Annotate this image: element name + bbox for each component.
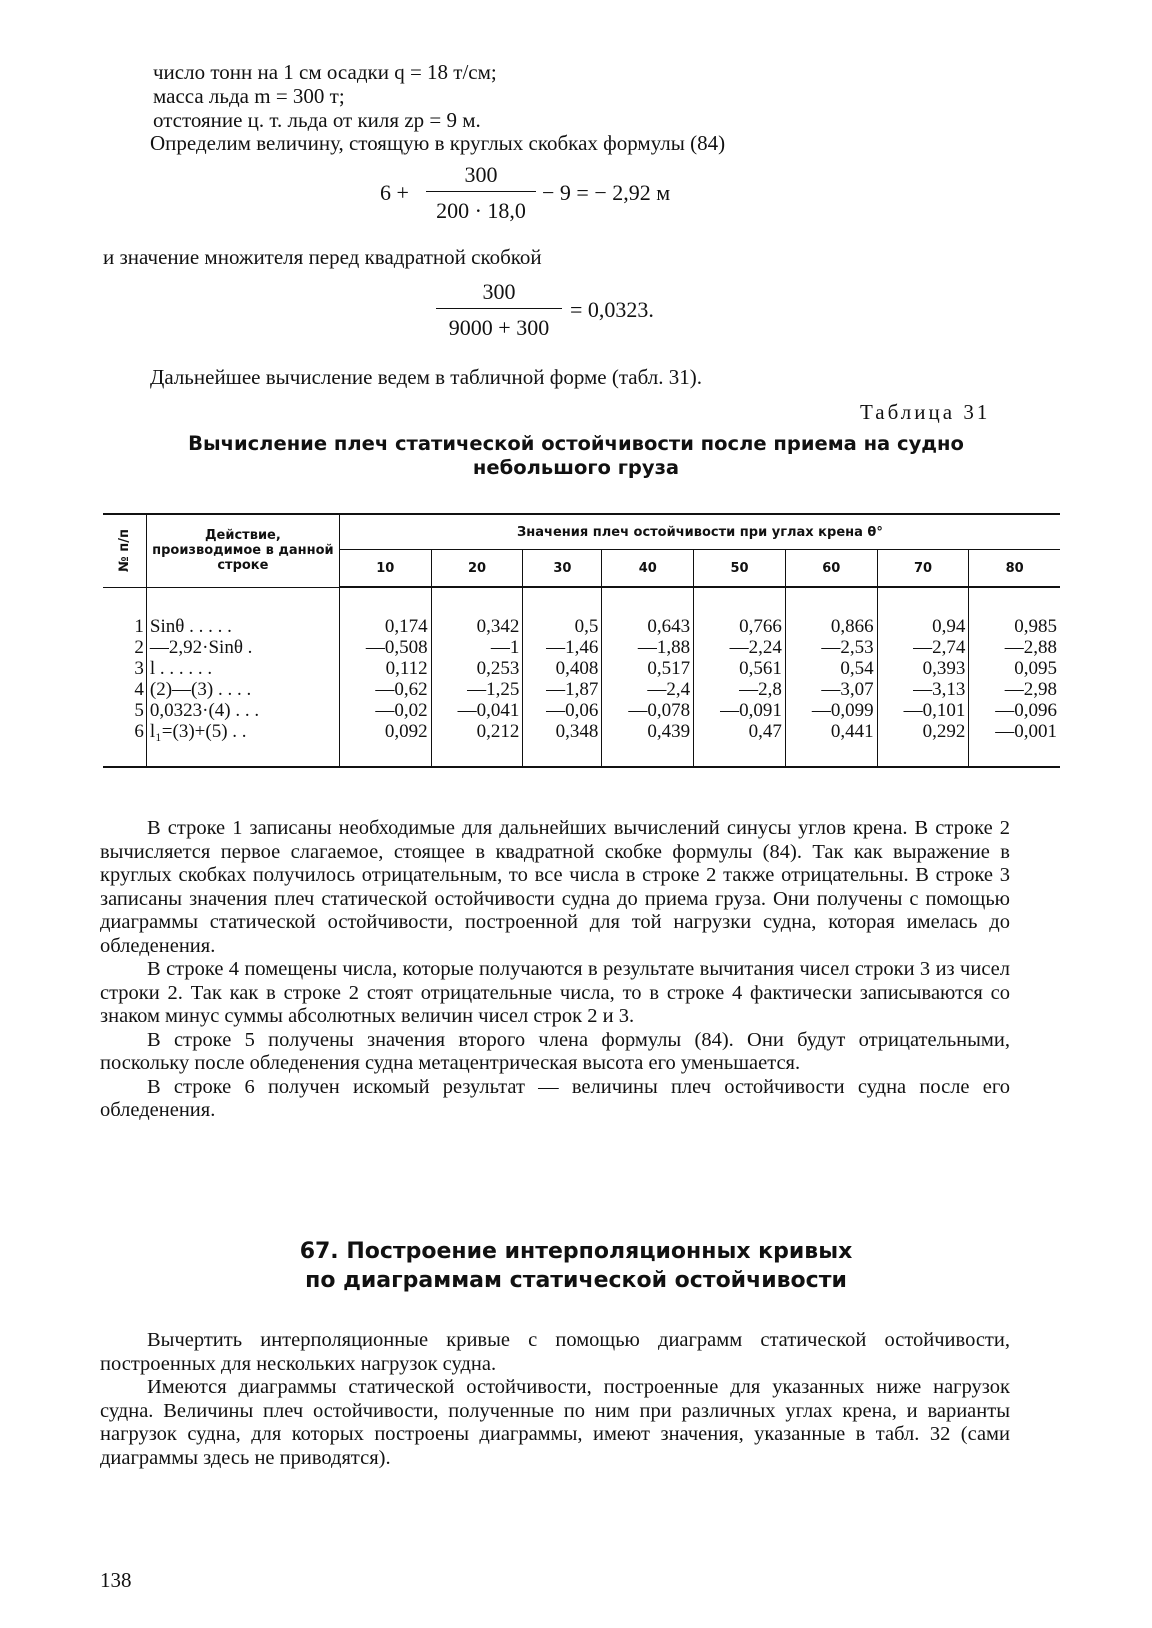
value-cell: —0,001 [995, 721, 1057, 742]
formula-2 [436, 277, 706, 347]
value-cell: 0,517 [602, 658, 694, 679]
table-label: Таблица 31 [860, 400, 991, 424]
col-header-num: № п/п [103, 514, 146, 587]
section-title-line-1: 67. Построение интерполяционных кривых [299, 1239, 853, 1264]
section-text [100, 1329, 1010, 1470]
value-cell: —1 [431, 637, 523, 658]
value-cell: 0,408 [523, 658, 602, 679]
table-row [103, 637, 1060, 658]
col-header-values: Значения плеч остойчивости при углах крена θ° [339, 514, 1060, 550]
value-cell: —1,87 [523, 679, 602, 700]
value-cell: 0,47 [694, 721, 786, 766]
paragraph: В строке 1 записаны необходимые для дальнейших вычислений синусы углов крена. В строке 2 вычисляется первое слагаемое, стоящее в квадратной скобке формулы (84). Так как выражение в круглых скобках получилось отрицательным, то все числа в строке 2 также отрицательны. В строке 3 записаны значения плеч статической остойчивости судна до приема груза. Они получены с помощью диаграммы статической остойчивости, построенной для той нагрузки судна, которая имелась до обледенения. [100, 817, 1010, 957]
value-cell: —2,53 [785, 637, 877, 658]
value-cell: —2,24 [694, 637, 786, 658]
value-cell: 0,54 [785, 658, 877, 679]
formula-1-fraction-bar [426, 191, 536, 192]
value-cell: —2,88 [1004, 637, 1057, 658]
value-cell: —0,078 [602, 700, 694, 721]
value-cell: —1,25 [431, 679, 523, 700]
row-action: Sinθ . . . . . [146, 616, 339, 637]
formula-1-tail: − 9 = − 2,92 м [542, 180, 671, 205]
row-number: 3 [134, 658, 144, 679]
section-title-line-2: по диаграммам статической остойчивости [305, 1268, 847, 1293]
value-cell: —0,06 [523, 700, 602, 721]
formula-2-fraction-bar [436, 308, 562, 309]
value-cell: 0,174 [339, 616, 431, 637]
value-cell: 0,393 [877, 658, 969, 679]
value-cell: —0,62 [339, 679, 431, 700]
value-cell: —0,508 [339, 637, 431, 658]
value-cell: 0,94 [877, 616, 969, 637]
paragraph: В строке 5 получены значения второго члена формулы (84). Они будут отрицательными, поскольку после обледенения судна метацентрическая высота его уменьшается. [100, 1028, 1010, 1074]
value-cell: 0,112 [339, 658, 431, 679]
formula-1 [380, 160, 740, 230]
row-number: 6 [134, 721, 144, 742]
value-cell: 0,561 [694, 658, 786, 679]
col-header-action: Действие, производимое в данной строке [146, 514, 339, 587]
value-cell: 0,5 [523, 616, 602, 637]
formula-1-denominator: 200 · 18,0 [436, 198, 526, 223]
angle-header: 80 [969, 550, 1060, 588]
value-cell: 0,342 [431, 616, 523, 637]
paragraph: В строке 6 получен искомый результат — величины плеч остойчивости судна после его обледенения. [100, 1075, 1010, 1121]
value-cell: —1,46 [523, 637, 602, 658]
formula-2-denominator: 9000 + 300 [448, 315, 550, 340]
value-cell: 0,292 [877, 721, 969, 766]
table-row [103, 679, 1060, 700]
table-31 [103, 513, 1060, 768]
value-cell: 0,441 [785, 721, 877, 766]
mid-line: и значение множителя перед квадратной скобкой [103, 245, 542, 269]
table-bottom-rule [103, 766, 1060, 767]
value-cell: —0,02 [339, 700, 431, 721]
row-number: 1 [134, 616, 144, 637]
angle-header: 10 [339, 550, 431, 588]
angle-header: 20 [431, 550, 523, 588]
formula-2-tail: = 0,0323. [570, 297, 654, 322]
value-cell: —3,07 [785, 679, 877, 700]
row-number: 2 [134, 637, 144, 658]
row-action: (2)—(3) . . . . [146, 679, 339, 700]
table-row [103, 658, 1060, 679]
value-cell: 0,348 [523, 721, 602, 766]
value-cell: —2,74 [877, 637, 969, 658]
formula-1-lead: 6 + [380, 180, 409, 205]
row-action: 0,0323·(4) . . . [146, 700, 339, 721]
value-cell: 0,253 [431, 658, 523, 679]
page-number: 138 [100, 1568, 132, 1592]
angle-header: 60 [785, 550, 877, 588]
formula-2-numerator: 300 [482, 279, 516, 304]
table-body [103, 587, 1060, 767]
table-row [103, 721, 1060, 766]
value-cell: 0,095 [1014, 658, 1057, 679]
value-cell: 0,092 [339, 721, 431, 766]
value-cell: —1,88 [602, 637, 694, 658]
value-cell: —2,98 [1004, 679, 1057, 700]
angle-header: 40 [602, 550, 694, 588]
table-intro: Дальнейшее вычисление ведем в табличной форме (табл. 31). [150, 365, 702, 389]
value-cell: 0,866 [785, 616, 877, 637]
value-cell: 0,985 [1014, 616, 1057, 637]
table-title-line-2: небольшого груза [472, 456, 680, 479]
value-cell: —3,13 [877, 679, 969, 700]
angle-header: 50 [694, 550, 786, 588]
paragraph: Имеются диаграммы статической остойчивости, построенные для указанных ниже нагрузок судна. Величины плеч остойчивости, полученные по ним при различных углах крена, и варианты нагрузок судна, для которых построены диаграммы, имеют значения, указанные в табл. 32 (сами диаграммы здесь не приводятся). [100, 1376, 1010, 1469]
table-row [103, 616, 1060, 637]
value-cell: —0,099 [785, 700, 877, 721]
angle-header: 70 [877, 550, 969, 588]
value-cell: —0,096 [995, 700, 1057, 721]
row-number: 4 [134, 679, 144, 700]
intro-line-4: Определим величину, стоящую в круглых скобках формулы (84) [150, 131, 726, 155]
row-action: l₁=(3)+(5) . . [146, 721, 339, 766]
intro-line-1: число тонн на 1 см осадки q = 18 т/см; [153, 60, 497, 84]
value-cell: —0,041 [431, 700, 523, 721]
value-cell: —0,101 [877, 700, 969, 721]
value-cell: —2,4 [602, 679, 694, 700]
value-cell: —0,091 [694, 700, 786, 721]
table-row [103, 700, 1060, 721]
table-title-line-1: Вычисление плеч статической остойчивости после приема на судно [188, 432, 964, 455]
row-action: —2,92·Sinθ . [146, 637, 339, 658]
value-cell: 0,212 [431, 721, 523, 766]
value-cell: 0,766 [694, 616, 786, 637]
value-cell: —2,8 [694, 679, 786, 700]
formula-1-numerator: 300 [464, 162, 498, 187]
row-action: l . . . . . . [146, 658, 339, 679]
explanation-text [100, 817, 1010, 1123]
value-cell: 0,439 [602, 721, 694, 766]
intro-line-3: отстояние ц. т. льда от киля zр = 9 м. [153, 108, 481, 132]
paragraph: Вычертить интерполяционные кривые с помощью диаграмм статической остойчивости, построенных для нескольких нагрузок судна. [100, 1329, 1010, 1375]
value-cell: 0,643 [602, 616, 694, 637]
intro-line-2: масса льда m = 300 т; [153, 84, 345, 108]
paragraph: В строке 4 помещены числа, которые получаются в результате вычитания чисел строки 3 из чисел строки 2. Так как в строке 2 стоят отрицательные числа, то в строке 4 фактически записываются со знаком минус суммы абсолютных величин чисел строк 2 и 3. [100, 958, 1010, 1027]
angle-header: 30 [523, 550, 602, 588]
row-number: 5 [134, 700, 144, 721]
